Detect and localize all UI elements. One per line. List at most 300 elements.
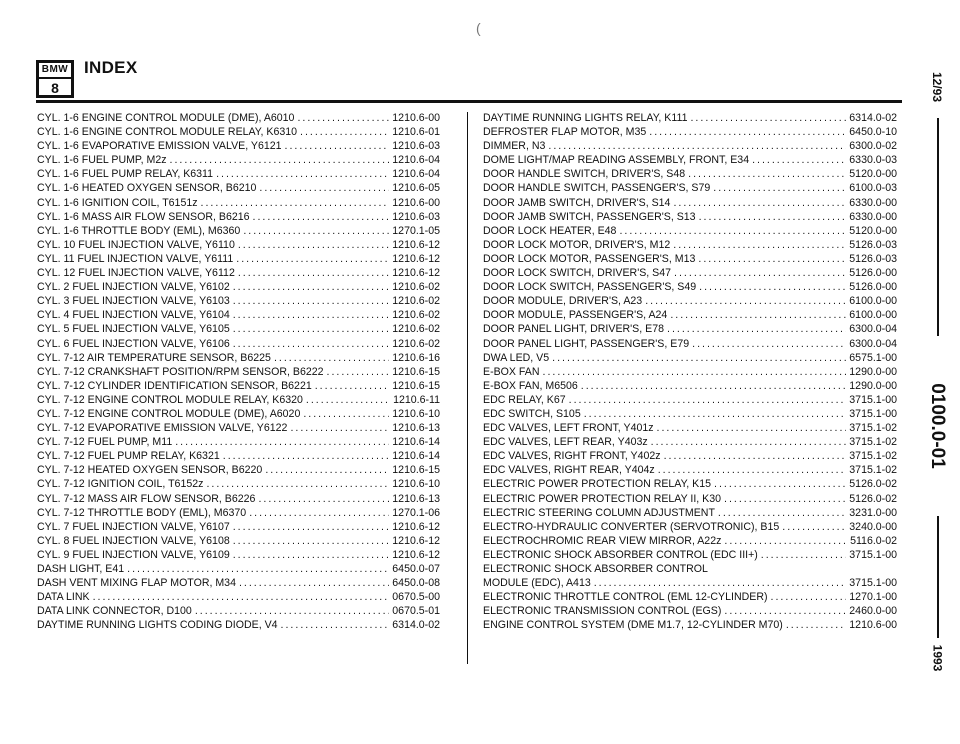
dot-leader bbox=[724, 535, 847, 547]
index-entry bbox=[483, 605, 897, 619]
entry-label: CYL. 7 FUEL INJECTION VALVE, Y6107 bbox=[37, 520, 230, 533]
entry-label: CYL. 10 FUEL INJECTION VALVE, Y6110 bbox=[37, 238, 235, 251]
dot-leader bbox=[569, 394, 847, 406]
index-entry bbox=[37, 549, 440, 563]
entry-label: CYL. 7-12 FUEL PUMP, M11 bbox=[37, 436, 173, 449]
dot-leader bbox=[233, 535, 390, 547]
entry-reference: 1290.0-00 bbox=[849, 365, 897, 378]
index-entry bbox=[37, 225, 440, 239]
entry-reference: 6300.0-02 bbox=[849, 140, 897, 153]
dot-leader bbox=[315, 380, 390, 392]
entry-label: CYL. 1-6 FUEL PUMP RELAY, K6311 bbox=[37, 168, 214, 181]
header-rule bbox=[36, 100, 902, 103]
entry-label: DEFROSTER FLAP MOTOR, M35 bbox=[483, 126, 647, 139]
index-entry bbox=[483, 225, 897, 239]
index-entry bbox=[483, 112, 897, 126]
column-divider bbox=[467, 112, 468, 664]
entry-reference: 1210.6-13 bbox=[392, 492, 440, 505]
entry-label: E-BOX FAN bbox=[483, 365, 540, 378]
index-entry bbox=[483, 352, 897, 366]
entry-label: CYL. 1-6 MASS AIR FLOW SENSOR, B6216 bbox=[37, 210, 250, 223]
entry-label: DOOR PANEL LIGHT, PASSENGER'S, E79 bbox=[483, 337, 690, 350]
index-entry bbox=[37, 281, 440, 295]
index-entry bbox=[483, 422, 897, 436]
index-entry bbox=[483, 563, 897, 577]
dot-leader bbox=[201, 197, 390, 209]
dot-leader bbox=[658, 464, 847, 476]
index-entry bbox=[483, 182, 897, 196]
index-entry bbox=[483, 380, 897, 394]
entry-reference: 6100.0-00 bbox=[849, 309, 897, 322]
entry-label: CYL. 7-12 CYLINDER IDENTIFICATION SENSOR, B6221 bbox=[37, 379, 312, 392]
entry-reference: 3231.0-00 bbox=[849, 506, 897, 519]
entry-label: CYL. 1-6 FUEL PUMP, M2z bbox=[37, 154, 167, 167]
entry-reference: 1290.0-00 bbox=[849, 379, 897, 392]
index-entry bbox=[37, 140, 440, 154]
entry-reference: 0670.5-01 bbox=[392, 605, 440, 618]
dot-leader bbox=[692, 338, 846, 350]
index-entry bbox=[483, 126, 897, 140]
entry-label: DOOR MODULE, PASSENGER'S, A24 bbox=[483, 309, 668, 322]
entry-label: CYL. 1-6 ENGINE CONTROL MODULE (DME), A6010 bbox=[37, 112, 295, 124]
dot-leader bbox=[249, 507, 389, 519]
entry-label: E-BOX FAN, M6506 bbox=[483, 379, 578, 392]
dot-leader bbox=[649, 126, 846, 138]
dot-leader bbox=[303, 408, 389, 420]
dot-leader bbox=[651, 436, 847, 448]
dot-leader bbox=[724, 493, 846, 505]
entry-label: CYL. 5 FUEL INJECTION VALVE, Y6105 bbox=[37, 323, 230, 336]
entry-label: DOOR HANDLE SWITCH, DRIVER'S, S48 bbox=[483, 168, 686, 181]
dot-leader bbox=[195, 605, 389, 617]
index-entry bbox=[37, 380, 440, 394]
entry-reference: 6330.0-03 bbox=[849, 154, 897, 167]
entry-label: CYL. 8 FUEL INJECTION VALVE, Y6108 bbox=[37, 534, 230, 547]
index-entry bbox=[483, 394, 897, 408]
index-entry bbox=[483, 338, 897, 352]
index-entry bbox=[483, 323, 897, 337]
dot-leader bbox=[782, 521, 846, 533]
entry-label: CYL. 2 FUEL INJECTION VALVE, Y6102 bbox=[37, 281, 230, 294]
side-year-wrap bbox=[920, 640, 954, 676]
side-line-top bbox=[937, 118, 939, 336]
entry-reference: 1210.6-12 bbox=[392, 238, 440, 251]
side-line-bottom bbox=[937, 516, 939, 638]
entry-label: CYL. 12 FUEL INJECTION VALVE, Y6112 bbox=[37, 267, 235, 280]
dot-leader bbox=[170, 154, 390, 166]
index-entry bbox=[37, 408, 440, 422]
entry-label: DOOR MODULE, DRIVER'S, A23 bbox=[483, 295, 643, 308]
entry-reference: 6575.1-00 bbox=[849, 351, 897, 364]
entry-reference: 6330.0-00 bbox=[849, 210, 897, 223]
dot-leader bbox=[233, 549, 390, 561]
dot-leader bbox=[645, 295, 846, 307]
dot-leader bbox=[239, 577, 389, 589]
entry-reference: 5126.0-03 bbox=[849, 252, 897, 265]
index-entry bbox=[483, 295, 897, 309]
index-entry bbox=[483, 493, 897, 507]
entry-reference: 1210.6-02 bbox=[392, 309, 440, 322]
index-entry bbox=[37, 478, 440, 492]
index-entry bbox=[37, 253, 440, 267]
index-entry bbox=[37, 591, 440, 605]
entry-reference: 5126.0-00 bbox=[849, 267, 897, 280]
dot-leader bbox=[667, 323, 846, 335]
index-entry bbox=[37, 338, 440, 352]
entry-reference: 1210.6-03 bbox=[392, 210, 440, 223]
index-entry bbox=[37, 563, 440, 577]
entry-reference: 3715.1-02 bbox=[849, 436, 897, 449]
entry-label: DOOR PANEL LIGHT, DRIVER'S, E78 bbox=[483, 323, 664, 336]
entry-label: DOOR HANDLE SWITCH, PASSENGER'S, S79 bbox=[483, 182, 711, 195]
dot-leader bbox=[584, 408, 847, 420]
entry-reference: 6314.0-02 bbox=[849, 112, 897, 124]
entry-reference: 1270.1-00 bbox=[849, 591, 897, 604]
index-entry bbox=[483, 535, 897, 549]
index-entry bbox=[483, 197, 897, 211]
entry-label: CYL. 7-12 MASS AIR FLOW SENSOR, B6226 bbox=[37, 492, 256, 505]
dot-leader bbox=[690, 112, 846, 124]
dot-leader bbox=[619, 225, 846, 237]
entry-reference: 1210.6-03 bbox=[392, 140, 440, 153]
entry-reference: 3715.1-00 bbox=[849, 393, 897, 406]
entry-reference: 1210.6-00 bbox=[849, 619, 897, 632]
index-entry bbox=[37, 112, 440, 126]
index-entry bbox=[483, 549, 897, 563]
dot-leader bbox=[233, 338, 390, 350]
index-entry bbox=[483, 309, 897, 323]
dot-leader bbox=[223, 450, 390, 462]
index-entry bbox=[37, 239, 440, 253]
entry-label: CYL. 7-12 IGNITION COIL, T6152z bbox=[37, 478, 204, 491]
dot-leader bbox=[127, 563, 389, 575]
entry-reference: 0670.5-00 bbox=[392, 591, 440, 604]
entry-reference: 3715.1-02 bbox=[849, 450, 897, 463]
dot-leader bbox=[243, 225, 389, 237]
dot-leader bbox=[297, 112, 389, 124]
dot-leader bbox=[664, 450, 847, 462]
entry-reference: 3715.1-02 bbox=[849, 464, 897, 477]
entry-reference: 1210.6-12 bbox=[392, 534, 440, 547]
index-entry bbox=[37, 436, 440, 450]
index-entry bbox=[483, 366, 897, 380]
side-section-code: 0100.0-01 bbox=[927, 383, 949, 469]
side-year: 1993 bbox=[929, 644, 944, 672]
entry-label: CYL. 11 FUEL INJECTION VALVE, Y6111 bbox=[37, 252, 234, 265]
entry-reference: 5120.0-00 bbox=[849, 224, 897, 237]
dot-leader bbox=[699, 281, 846, 293]
entry-reference: 1210.6-15 bbox=[392, 365, 440, 378]
entry-reference: 1210.6-14 bbox=[392, 450, 440, 463]
index-entry bbox=[483, 253, 897, 267]
entry-reference: 1210.6-14 bbox=[392, 436, 440, 449]
entry-label: ELECTRONIC THROTTLE CONTROL (EML 12-CYLINDER) bbox=[483, 591, 768, 604]
page-header bbox=[36, 60, 137, 98]
index-entry bbox=[37, 366, 440, 380]
entry-reference: 1210.6-05 bbox=[392, 182, 440, 195]
entry-reference: 2460.0-00 bbox=[849, 605, 897, 618]
index-entry bbox=[37, 535, 440, 549]
entry-reference: 5126.0-03 bbox=[849, 238, 897, 251]
index-entry bbox=[37, 605, 440, 619]
dot-leader bbox=[673, 239, 846, 251]
entry-label: DOOR JAMB SWITCH, DRIVER'S, S14 bbox=[483, 196, 671, 209]
index-entry bbox=[483, 239, 897, 253]
index-entry bbox=[37, 422, 440, 436]
index-entry bbox=[37, 295, 440, 309]
dot-leader bbox=[290, 422, 389, 434]
logo-brand: BMW bbox=[39, 63, 71, 79]
entry-reference: 1210.6-10 bbox=[392, 478, 440, 491]
dot-leader bbox=[306, 394, 390, 406]
index-entry bbox=[483, 154, 897, 168]
entry-label: DOME LIGHT/MAP READING ASSEMBLY, FRONT, E34 bbox=[483, 154, 750, 167]
entry-label: CYL. 1-6 IGNITION COIL, T6151z bbox=[37, 196, 198, 209]
dot-leader bbox=[552, 352, 846, 364]
dot-leader bbox=[698, 253, 846, 265]
entry-reference: 5120.0-00 bbox=[849, 168, 897, 181]
entry-label: ELECTRONIC TRANSMISSION CONTROL (EGS) bbox=[483, 605, 722, 618]
entry-label: DAYTIME RUNNING LIGHTS RELAY, K111 bbox=[483, 112, 688, 124]
entry-label: DOOR LOCK MOTOR, DRIVER'S, M12 bbox=[483, 238, 671, 251]
index-entry bbox=[37, 267, 440, 281]
dot-leader bbox=[581, 380, 846, 392]
entry-label: ENGINE CONTROL SYSTEM (DME M1.7, 12-CYLINDER M70) bbox=[483, 619, 783, 632]
dot-leader bbox=[233, 295, 390, 307]
dot-leader bbox=[657, 422, 847, 434]
entry-reference: 5126.0-02 bbox=[849, 478, 897, 491]
entry-label: EDC VALVES, LEFT REAR, Y403z bbox=[483, 436, 648, 449]
entry-label: CYL. 1-6 EVAPORATIVE EMISSION VALVE, Y6121 bbox=[37, 140, 282, 153]
entry-label: DOOR JAMB SWITCH, PASSENGER'S, S13 bbox=[483, 210, 696, 223]
index-entry bbox=[37, 309, 440, 323]
entry-reference: 6450.0-10 bbox=[849, 126, 897, 139]
entry-reference: 6100.0-00 bbox=[849, 295, 897, 308]
entry-label: EDC SWITCH, S105 bbox=[483, 407, 581, 420]
entry-reference: 1210.6-12 bbox=[392, 252, 440, 265]
dot-leader bbox=[274, 352, 389, 364]
index-entry bbox=[37, 352, 440, 366]
index-entry bbox=[483, 211, 897, 225]
index-entry bbox=[37, 126, 440, 140]
entry-reference: 6450.0-07 bbox=[392, 563, 440, 575]
entry-label: EDC RELAY, K67 bbox=[483, 393, 566, 406]
dot-leader bbox=[259, 182, 389, 194]
index-entry bbox=[483, 464, 897, 478]
entry-reference: 5116.0-02 bbox=[850, 534, 897, 547]
index-entry bbox=[483, 450, 897, 464]
entry-label: EDC VALVES, RIGHT REAR, Y404z bbox=[483, 464, 655, 477]
index-entry bbox=[37, 394, 440, 408]
index-entry bbox=[483, 168, 897, 182]
index-entry bbox=[37, 493, 440, 507]
entry-reference: 1210.6-11 bbox=[393, 393, 440, 406]
index-entry bbox=[483, 577, 897, 591]
index-entry bbox=[37, 197, 440, 211]
bmw-logo bbox=[36, 60, 74, 98]
dot-leader bbox=[238, 239, 389, 251]
index-entry bbox=[483, 521, 897, 535]
dot-leader bbox=[761, 549, 846, 561]
entry-reference: 1210.6-12 bbox=[392, 267, 440, 280]
index-entry bbox=[37, 619, 440, 633]
entry-reference: 1210.6-04 bbox=[392, 168, 440, 181]
dot-leader bbox=[548, 140, 846, 152]
entry-reference: 5126.0-00 bbox=[849, 281, 897, 294]
entry-label: DATA LINK bbox=[37, 591, 90, 604]
entry-reference: 3715.1-00 bbox=[849, 577, 897, 590]
entry-label: CYL. 7-12 HEATED OXYGEN SENSOR, B6220 bbox=[37, 464, 263, 477]
entry-reference: 1210.6-02 bbox=[392, 337, 440, 350]
dot-leader bbox=[670, 309, 846, 321]
dot-leader bbox=[253, 211, 390, 223]
dot-leader bbox=[206, 478, 389, 490]
entry-label: ELECTRIC POWER PROTECTION RELAY, K15 bbox=[483, 478, 712, 491]
index-entry bbox=[483, 408, 897, 422]
entry-label: ELECTRONIC SHOCK ABSORBER CONTROL bbox=[483, 563, 708, 575]
entry-reference: 3715.1-02 bbox=[849, 422, 897, 435]
entry-label: CYL. 1-6 THROTTLE BODY (EML), M6360 bbox=[37, 224, 241, 237]
entry-reference: 3715.1-00 bbox=[849, 407, 897, 420]
dot-leader bbox=[233, 521, 390, 533]
dot-leader bbox=[543, 366, 847, 378]
entry-label: DAYTIME RUNNING LIGHTS CODING DIODE, V4 bbox=[37, 619, 278, 632]
entry-label: CYL. 1-6 ENGINE CONTROL MODULE RELAY, K6310 bbox=[37, 126, 298, 139]
entry-label: CYL. 7-12 FUEL PUMP RELAY, K6321 bbox=[37, 450, 220, 463]
entry-reference: 1210.6-00 bbox=[392, 196, 440, 209]
entry-reference: 1210.6-12 bbox=[392, 520, 440, 533]
dot-leader bbox=[699, 211, 847, 223]
index-entry bbox=[37, 507, 440, 521]
index-entry bbox=[37, 211, 440, 225]
entry-reference: 1270.1-06 bbox=[392, 506, 440, 519]
index-entry bbox=[37, 168, 440, 182]
entry-reference: 1270.1-05 bbox=[392, 224, 440, 237]
side-code-wrap bbox=[920, 336, 954, 516]
index-entry bbox=[37, 521, 440, 535]
dot-leader bbox=[786, 619, 846, 631]
entry-label: CYL. 7-12 EVAPORATIVE EMISSION VALVE, Y6122 bbox=[37, 422, 288, 435]
entry-label: DATA LINK CONNECTOR, D100 bbox=[37, 605, 192, 618]
entry-label: CYL. 1-6 HEATED OXYGEN SENSOR, B6210 bbox=[37, 182, 257, 195]
entry-reference: 5126.0-02 bbox=[849, 492, 897, 505]
entry-label: CYL. 7-12 ENGINE CONTROL MODULE RELAY, K6320 bbox=[37, 393, 303, 406]
entry-reference: 6100.0-03 bbox=[849, 182, 897, 195]
left-index-column bbox=[37, 112, 440, 633]
dot-leader bbox=[714, 478, 846, 490]
entry-label: DIMMER, N3 bbox=[483, 140, 546, 153]
index-entry bbox=[483, 507, 897, 521]
dot-leader bbox=[300, 126, 389, 138]
entry-reference: 6300.0-04 bbox=[849, 323, 897, 336]
dot-leader bbox=[265, 464, 389, 476]
entry-reference: 6300.0-04 bbox=[849, 337, 897, 350]
entry-label: ELECTRIC STEERING COLUMN ADJUSTMENT bbox=[483, 506, 715, 519]
index-entry bbox=[37, 464, 440, 478]
entry-reference: 1210.6-16 bbox=[392, 351, 440, 364]
entry-reference: 1210.6-02 bbox=[392, 323, 440, 336]
index-entry bbox=[483, 478, 897, 492]
logo-series: 8 bbox=[51, 80, 59, 96]
side-margin bbox=[920, 0, 954, 744]
dot-leader bbox=[673, 197, 846, 209]
dot-leader bbox=[713, 182, 846, 194]
entry-label: DWA LED, V5 bbox=[483, 351, 550, 364]
dot-leader bbox=[674, 267, 846, 279]
dot-leader bbox=[233, 309, 390, 321]
side-date-wrap bbox=[920, 62, 954, 112]
entry-label: CYL. 9 FUEL INJECTION VALVE, Y6109 bbox=[37, 548, 230, 561]
entry-label: DOOR LOCK SWITCH, PASSENGER'S, S49 bbox=[483, 281, 697, 294]
dot-leader bbox=[258, 493, 389, 505]
dot-leader bbox=[233, 323, 390, 335]
dot-leader bbox=[175, 436, 389, 448]
dot-leader bbox=[594, 577, 847, 589]
entry-reference: 1210.6-10 bbox=[392, 407, 440, 420]
index-entry bbox=[483, 267, 897, 281]
entry-label: DOOR LOCK MOTOR, PASSENGER'S, M13 bbox=[483, 252, 696, 265]
entry-reference: 1210.6-13 bbox=[392, 422, 440, 435]
entry-label: DASH LIGHT, E41 bbox=[37, 563, 125, 575]
dot-leader bbox=[236, 253, 389, 265]
index-entry bbox=[37, 450, 440, 464]
index-entry bbox=[483, 619, 897, 633]
dot-leader bbox=[327, 366, 390, 378]
entry-label: ELECTRIC POWER PROTECTION RELAY II, K30 bbox=[483, 492, 722, 505]
entry-label: CYL. 6 FUEL INJECTION VALVE, Y6106 bbox=[37, 337, 230, 350]
entry-label: CYL. 7-12 THROTTLE BODY (EML), M6370 bbox=[37, 506, 247, 519]
index-entry bbox=[483, 140, 897, 154]
entry-reference: 1210.6-15 bbox=[392, 464, 440, 477]
index-entry bbox=[483, 436, 897, 450]
entry-label: CYL. 7-12 ENGINE CONTROL MODULE (DME), A6020 bbox=[37, 407, 301, 420]
entry-label: DOOR LOCK HEATER, E48 bbox=[483, 224, 617, 237]
index-entry bbox=[37, 154, 440, 168]
dot-leader bbox=[93, 591, 390, 603]
dot-leader bbox=[216, 168, 389, 180]
page-title: INDEX bbox=[84, 58, 138, 77]
side-date: 12/93 bbox=[930, 71, 944, 103]
entry-label: CYL. 4 FUEL INJECTION VALVE, Y6104 bbox=[37, 309, 230, 322]
dot-leader bbox=[238, 267, 389, 279]
entry-reference: 6450.0-08 bbox=[392, 577, 440, 590]
dot-leader bbox=[752, 154, 846, 166]
entry-reference: 1210.6-02 bbox=[392, 295, 440, 308]
entry-label: EDC VALVES, RIGHT FRONT, Y402z bbox=[483, 450, 661, 463]
entry-label: DOOR LOCK SWITCH, DRIVER'S, S47 bbox=[483, 267, 672, 280]
dot-leader bbox=[233, 281, 390, 293]
entry-reference: 1210.6-01 bbox=[392, 126, 440, 139]
entry-reference: 1210.6-00 bbox=[392, 112, 440, 124]
dot-leader bbox=[285, 140, 390, 152]
entry-reference: 1210.6-12 bbox=[392, 548, 440, 561]
index-entry bbox=[37, 577, 440, 591]
entry-reference: 6330.0-00 bbox=[849, 196, 897, 209]
entry-label: CYL. 7-12 AIR TEMPERATURE SENSOR, B6225 bbox=[37, 351, 271, 364]
entry-reference: 1210.6-15 bbox=[392, 379, 440, 392]
dot-leader bbox=[771, 591, 847, 603]
entry-label: CYL. 3 FUEL INJECTION VALVE, Y6103 bbox=[37, 295, 230, 308]
index-entry bbox=[37, 182, 440, 196]
index-entry bbox=[37, 323, 440, 337]
dot-leader bbox=[718, 507, 846, 519]
index-entry bbox=[483, 281, 897, 295]
right-index-column bbox=[483, 112, 897, 633]
dot-leader bbox=[281, 619, 390, 631]
entry-label: MODULE (EDC), A413 bbox=[483, 577, 591, 590]
entry-label: CYL. 7-12 CRANKSHAFT POSITION/RPM SENSOR, B6222 bbox=[37, 365, 324, 378]
entry-label: EDC VALVES, LEFT FRONT, Y401z bbox=[483, 422, 654, 435]
